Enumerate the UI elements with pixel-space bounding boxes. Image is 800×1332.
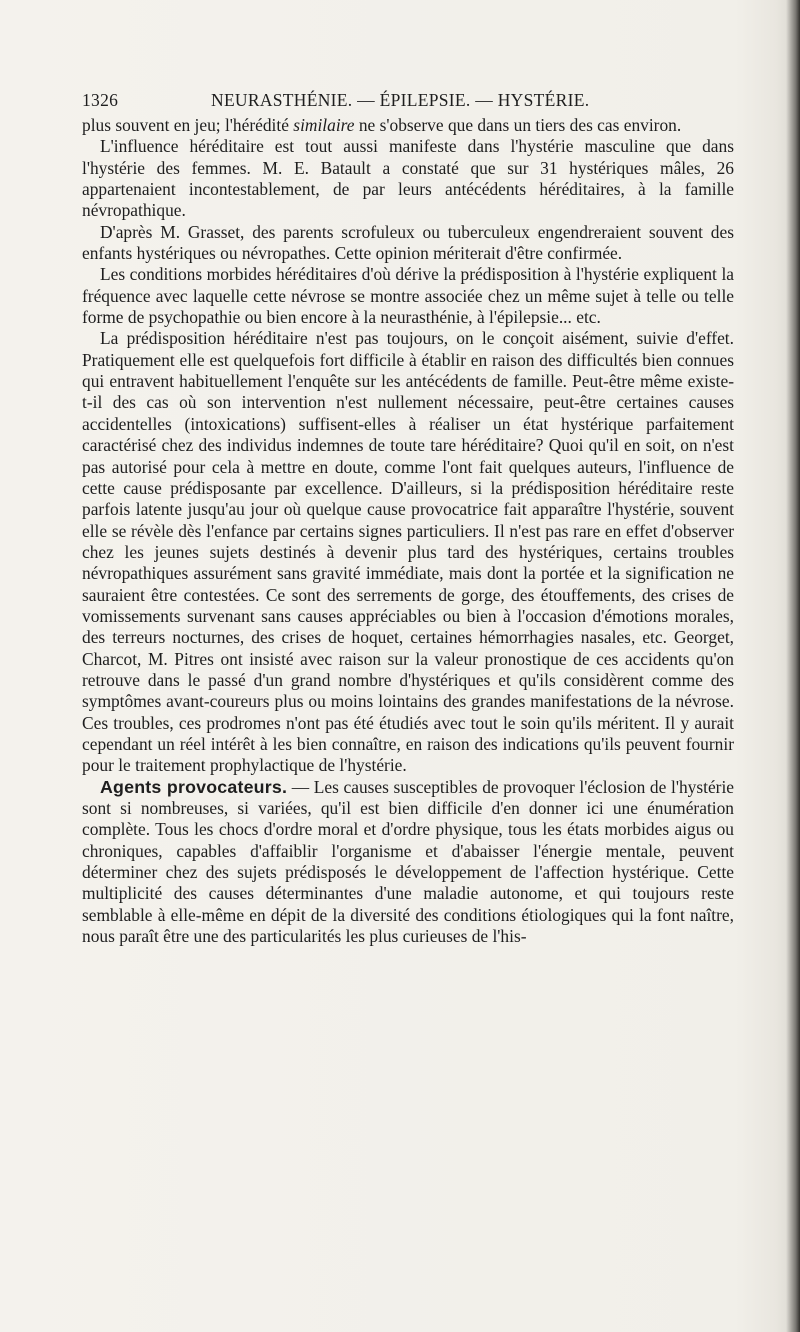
paragraph-2: L'influence héréditaire est tout aussi manifeste dans l'hystérie masculine que dans l'hystérie des femmes. M. E. Batault a constaté que sur 31 hystériques mâles, 26 appartenaient incontestablement, de par leurs antécédents héréditaires, à la famille névropathique. — [82, 136, 734, 221]
paragraph-1-end: ne s'observe que dans un tiers des cas environ. — [354, 115, 682, 135]
italic-similaire: similaire — [293, 115, 355, 135]
paragraph-6 — [82, 777, 734, 948]
paragraph-3: D'après M. Grasset, des parents scrofuleux ou tuberculeux engendreraient souvent des enfants hystériques ou névropathes. Cette opinion mériterait d'être confirmée. — [82, 221, 734, 264]
running-title: NEURASTHÉNIE. — ÉPILEPSIE. — HYSTÉRIE. — [211, 90, 590, 110]
paragraph-4: Les conditions morbides héréditaires d'où dérive la prédisposition à l'hystérie expliquent la fréquence avec laquelle cette névrose se montre associée chez un même sujet à telle ou telle forme de psychopathie ou bien encore à la neurasthénie, à l'épilepsie... etc. — [82, 264, 734, 328]
body-text — [82, 115, 734, 947]
paragraph-1 — [82, 115, 734, 136]
page-number: 1326 — [82, 90, 119, 110]
paragraph-1-start: plus souvent en jeu; l'hérédité — [82, 115, 294, 135]
section-title-agents-provocateurs: Agents provocateurs. — [100, 776, 288, 797]
paragraph-6-text: — Les causes susceptibles de provoquer l'éclosion de l'hystérie sont si nombreuses, si variées, qu'il est bien difficile d'en donner ici une énumération complète. Tous les chocs d'ordre moral et d'ordre physique, tous les états morbides aigus ou chroniques, capables d'affaiblir l'organisme et d'abaisser l'énergie mentale, peuvent déterminer chez des sujets prédisposés le développement de l'affection hystérique. Cette multiplicité des causes déterminantes d'une maladie autonome, et qui toujours reste semblable à elle-même en dépit de la diversité des conditions étiologiques qui la font naître, nous paraît être une des particularités les plus curieuses de l'his- — [82, 776, 735, 947]
page-edge-shadow — [786, 0, 800, 1332]
paragraph-5: La prédisposition héréditaire n'est pas toujours, on le conçoit aisément, suivie d'effet. Pratiquement elle est quelquefois fort difficile à établir en raison des difficultés bien connues qui entravent habituellement l'enquête sur les antécédents de famille. Peut-être même existe-t-il des cas où son intervention n'est nullement nécessaire, peut-être certaines causes accidentelles (intoxications) suffisent-elles à réaliser un état hystérique parfaitement caractérisé chez des individus indemnes de toute tare héréditaire? Quoi qu'il en soit, on n'est pas autorisé pour cela à mettre en doute, comme l'ont fait quelques auteurs, l'influence de cette cause prédisposante par excellence. D'ailleurs, si la prédisposition héréditaire reste parfois latente jusqu'au jour où quelque cause provocatrice fait apparaître l'hystérie, souvent elle se révèle dès l'enfance par certains signes particuliers. Il n'est pas rare en effet d'observer chez les jeunes sujets destinés à devenir plus tard des hystériques, certains troubles névropathiques assurément sans gravité immédiate, mais dont la portée et la signification ne sauraient être contestées. Ce sont des serrements de gorge, des étouffements, des crises de vomissements survenant sans causes appréciables ou bien à l'occasion d'émotions morales, des terreurs nocturnes, des crises de hoquet, certaines hémorrhagies nasales, etc. Georget, Charcot, M. Pitres ont insisté avec raison sur la valeur pronostique de ces accidents qu'on retrouve dans le passé d'un grand nombre d'hystériques et qu'ils considèrent comme des symptômes avant-coureurs plus ou moins lointains des grandes manifestations de la névrose. Ces troubles, ces prodromes n'ont pas été étudiés avec tout le soin qu'ils méritent. Il y aurait cependant un réel intérêt à les bien connaître, en raison des indications qu'ils peuvent fournir pour le traitement prophylactique de l'hystérie. — [82, 328, 734, 776]
